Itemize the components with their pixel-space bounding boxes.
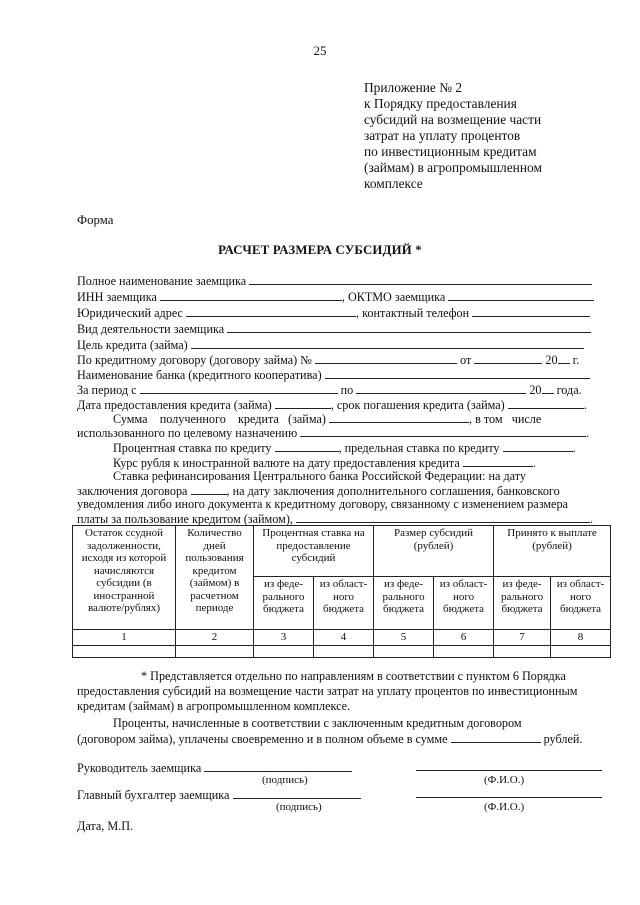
appendix-line: комплексе — [364, 176, 423, 191]
inn-field[interactable] — [160, 289, 342, 301]
sum-word-f: числе — [511, 412, 542, 426]
full-name-row — [77, 273, 592, 288]
table-header-row — [73, 526, 611, 577]
appendix-block — [364, 80, 604, 192]
refinance-text-2a: заключения договора — [77, 484, 188, 498]
table-cell[interactable] — [374, 645, 434, 657]
legal-address-field[interactable] — [186, 305, 356, 317]
head-signature-field[interactable] — [204, 760, 352, 772]
refinance-text-4: платы за пользование кредитом (займом), — [77, 512, 293, 526]
oktmo-field[interactable] — [448, 289, 594, 301]
repay-term-field[interactable] — [508, 397, 584, 409]
accountant-signature-caption: (подпись) — [276, 801, 322, 813]
inn-label: ИНН заемщика — [77, 290, 157, 304]
col-balance-header: Остаток ссудной задолженности, исходя из которой начисляются субсидии (в иностранной валюте/рублях) — [73, 526, 176, 630]
accountant-signature-field[interactable] — [233, 787, 361, 799]
address-row — [77, 305, 590, 320]
rate-label: Процентная ставка по кредиту — [113, 441, 272, 455]
contract-from-label: от — [460, 353, 472, 367]
refinance-line-2 — [77, 483, 560, 498]
refinance-text-2b: , на дату заключения дополнительного соглашения, банковского — [226, 484, 560, 498]
page-title: РАСЧЕТ РАЗМЕРА СУБСИДИЙ * — [218, 243, 422, 257]
period-year-field[interactable] — [542, 382, 554, 394]
refinance-line-3 — [77, 497, 568, 511]
table-cell[interactable] — [176, 645, 254, 657]
col-number: 1 — [73, 630, 176, 646]
sum-word-c: кредита — [238, 412, 279, 426]
table-cell[interactable] — [254, 645, 314, 657]
rate-row: Процентная ставка по кредиту , предельная ставка по кредиту . — [113, 441, 576, 455]
sum-row — [113, 411, 541, 426]
head-name-field[interactable] — [416, 770, 602, 771]
subheader-regional: из област-ного бюджета — [551, 577, 611, 630]
purpose-row — [77, 337, 584, 352]
accountant-name-field[interactable] — [416, 797, 602, 798]
date-provided-field[interactable] — [275, 397, 331, 409]
period-from-label: За период с — [77, 383, 137, 397]
period-to-label: по — [340, 383, 354, 397]
interest-sum-field[interactable] — [451, 731, 541, 743]
contract-label: По кредитному договору (договору займа) № — [77, 353, 312, 367]
col-size-header: Размер субсидий (рублей) — [374, 526, 494, 577]
phone-label: , контактный телефон — [356, 306, 470, 320]
bank-label: Наименование банка (кредитного кооператива) — [77, 368, 322, 382]
appendix-line: по инвестиционным кредитам — [364, 144, 537, 159]
contract-year-field[interactable] — [558, 352, 570, 364]
table-cell[interactable] — [551, 645, 611, 657]
purpose-label: Цель кредита (займа) — [77, 338, 188, 352]
interest-line-1: Проценты, начисленные в соответствии с заключенным кредитным договором — [113, 716, 522, 730]
fx-rate-label: Курс рубля к иностранной валюте на дату предоставления кредита — [113, 456, 460, 470]
subsidy-table — [72, 525, 611, 658]
activity-label: Вид деятельности заемщика — [77, 322, 225, 336]
accountant-label: Главный бухгалтер заемщика — [77, 788, 230, 802]
col-paid-header: Принято к выплате (рублей) — [494, 526, 611, 577]
interest-line-2 — [77, 731, 582, 746]
dates-row: Дата предоставления кредита (займа) , срок погашения кредита (займа) . — [77, 398, 587, 412]
col-number: 6 — [434, 630, 494, 646]
period-from-field[interactable] — [140, 382, 338, 394]
appendix-line: к Порядку предоставления — [364, 96, 517, 111]
sum-word-b: полученного — [159, 412, 226, 426]
appendix-line: (займам) в агропромышленном — [364, 160, 542, 175]
bank-row — [77, 367, 590, 382]
sum-word-e: , в том — [468, 412, 503, 426]
activity-row — [77, 321, 591, 336]
rate-field[interactable] — [275, 440, 339, 452]
refinance-text-3: уведомления либо иного документа к кредитному договору, связанному с изменением размера — [77, 497, 568, 511]
page-number: 25 — [313, 43, 327, 58]
max-rate-field[interactable] — [503, 440, 573, 452]
period-year-label: 20 — [529, 383, 542, 397]
sum-word-a: Сумма — [113, 412, 148, 426]
sum-field[interactable] — [329, 411, 469, 423]
phone-field[interactable] — [472, 305, 590, 317]
footnote-line-2: предоставления субсидий на возмещение части затрат на уплату процентов по инвестиционным — [77, 684, 578, 698]
col-number: 7 — [494, 630, 551, 646]
accountant-name-caption: (Ф.И.О.) — [484, 801, 525, 813]
period-row — [77, 382, 582, 397]
form-label: Форма — [77, 213, 114, 227]
fx-row: Курс рубля к иностранной валюте на дату предоставления кредита . — [113, 456, 536, 470]
appendix-line: Приложение № 2 — [364, 80, 463, 95]
col-number: 3 — [254, 630, 314, 646]
repay-term-label: , срок погашения кредита (займа) — [330, 398, 505, 412]
interest-text: (договором займа), уплачены своевременно и в полном объеме в сумме — [77, 732, 448, 746]
subheader-federal: из феде-рального бюджета — [494, 577, 551, 630]
contract-year-label: 20 — [545, 353, 558, 367]
col-number: 4 — [314, 630, 374, 646]
table-cell[interactable] — [314, 645, 374, 657]
refinance-field[interactable] — [296, 511, 590, 523]
head-name-caption: (Ф.И.О.) — [484, 774, 525, 786]
legal-address-label: Юридический адрес — [77, 306, 183, 320]
full-name-label: Полное наименование заемщика — [77, 274, 247, 288]
col-days-header: Количество дней пользования кредитом (займом) в расчетном периоде — [176, 526, 254, 630]
head-signature-caption: (подпись) — [262, 774, 308, 786]
inn-row — [77, 289, 594, 304]
refinance-line-1 — [113, 469, 526, 483]
sum-word-d: (займа) — [288, 412, 326, 426]
subheader-federal: из феде-рального бюджета — [374, 577, 434, 630]
head-signature-row — [77, 760, 352, 775]
footnote-line-1: * Представляется отдельно по направлениям в соответствии с пунктом 6 Порядка — [141, 669, 566, 683]
sum-target-label: использованного по целевому назначению — [77, 426, 298, 440]
table-cell[interactable] — [73, 645, 176, 657]
activity-field[interactable] — [227, 321, 591, 333]
head-label: Руководитель заемщика — [77, 761, 202, 775]
table-row — [73, 645, 611, 657]
footnote-line-3: кредитам (займам) в агропромышленном комплексе. — [77, 699, 351, 713]
col-number: 5 — [374, 630, 434, 646]
interest-rubles: рублей. — [543, 732, 583, 746]
refinance-line-4: платы за пользование кредитом (займом), . — [77, 512, 594, 526]
bank-field[interactable] — [325, 367, 590, 379]
contract-row — [77, 352, 579, 367]
table-cell[interactable] — [494, 645, 551, 657]
period-year-word: года. — [556, 383, 582, 397]
refinance-contract-field[interactable] — [191, 483, 227, 495]
contract-number-field[interactable] — [315, 352, 457, 364]
max-rate-label: , предельная ставка по кредиту — [338, 441, 500, 455]
sum-target-field[interactable] — [300, 425, 586, 437]
refinance-text-1: Ставка рефинансирования Центрального банка Российской Федерации: на дату — [113, 469, 527, 483]
date-provided-label: Дата предоставления кредита (займа) — [77, 398, 272, 412]
fx-rate-field[interactable] — [463, 455, 533, 467]
col-number: 2 — [176, 630, 254, 646]
col-rate-header: Процентная ставка на предоставление субсидий — [254, 526, 374, 577]
table-number-row — [73, 630, 611, 646]
subheader-regional: из област-ного бюджета — [434, 577, 494, 630]
subheader-regional: из област-ного бюджета — [314, 577, 374, 630]
period-to-field[interactable] — [356, 382, 526, 394]
oktmo-label: , ОКТМО заемщика — [341, 290, 446, 304]
col-number: 8 — [551, 630, 611, 646]
appendix-line: затрат на уплату процентов — [364, 128, 521, 143]
appendix-line: субсидий на возмещение части — [364, 112, 542, 127]
contract-date-field[interactable] — [474, 352, 542, 364]
full-name-field[interactable] — [249, 273, 592, 285]
date-stamp: Дата, М.П. — [77, 819, 134, 833]
table-cell[interactable] — [434, 645, 494, 657]
purpose-field[interactable] — [191, 337, 584, 349]
subheader-federal: из феде-рального бюджета — [254, 577, 314, 630]
sum-row-2: использованного по целевому назначению . — [77, 426, 590, 440]
contract-year-suffix: г. — [572, 353, 580, 367]
